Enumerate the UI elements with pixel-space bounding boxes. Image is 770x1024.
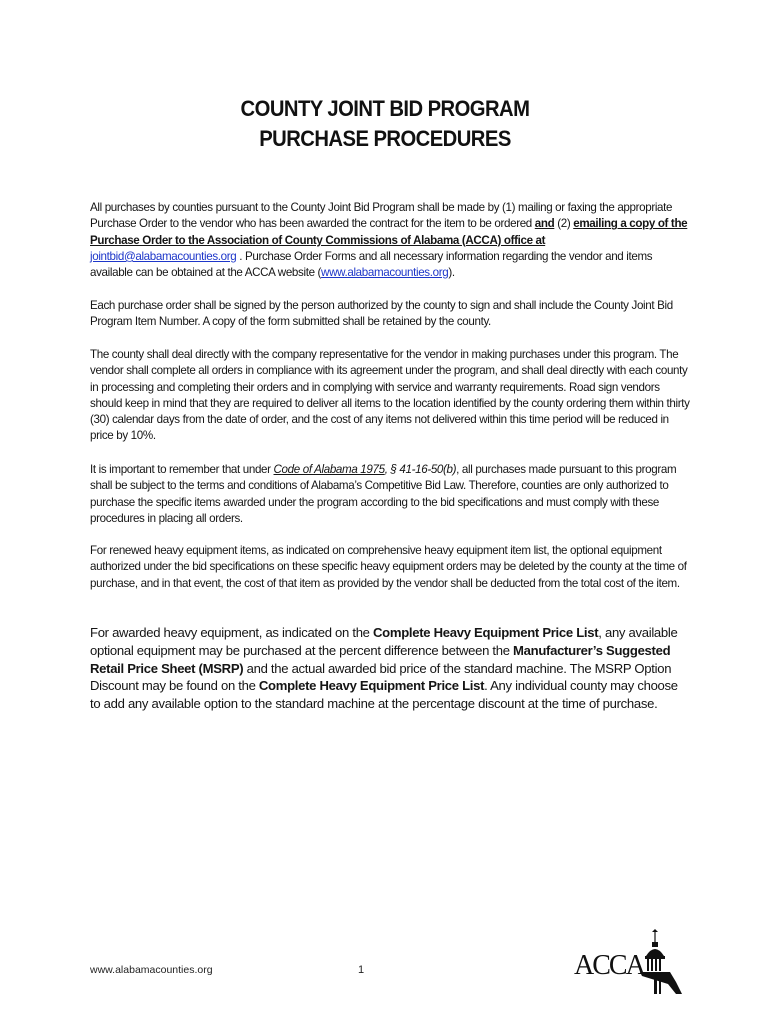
paragraph-text: and the actual awarded bid price of the standard machine. The MSRP Option Discount may be found on the (90, 660, 672, 694)
paragraph-vendor-dealings (90, 347, 690, 445)
acca-website-link[interactable]: www.alabamacounties.org (321, 266, 449, 280)
paragraph-purchase-method (90, 200, 690, 281)
and-emphasis: and (534, 217, 555, 231)
paragraph-text: The county shall deal directly with the company representative for the vendor in making purchases under this program. The vendor shall complete all orders in compliance with its agreement under the program, and shall deal directly with each county in processing and completing their orders and in complying with service and warranty requirements. Road sign vendors should keep in mind that they are required to deliver all items to the location identified by the county ordering them within thirty (30) calendar days from the date of order, and the cost of any items not delivered within this time period will be reduced in price by 10%. (90, 348, 690, 443)
logo-text: ACCA (574, 950, 644, 981)
paragraph-text: All purchases by counties pursuant to the County Joint Bid Program shall be made by (1) mailing or faxing the appropriate Purchase Order to the vendor who has been awarded the contract for the item to be ordered (90, 201, 673, 231)
paragraph-text: . Any individual county may choose to add any available option to the standard machine at the percentage discount at the time of purchase. (90, 678, 678, 712)
title-line-1: COUNTY JOINT BID PROGRAM (240, 96, 530, 121)
paragraph-text: For renewed heavy equipment items, as indicated on comprehensive heavy equipment item list, the optional equipment authorized under the bid specifications on these specific heavy equipment orders may be deleted by the county at the time of purchase, and in that event, the cost of that item as provided by the vendor shall be deducted from the total cost of the item. (90, 544, 687, 590)
section-citation: , § 41-16-50(b) (384, 463, 457, 476)
email-copy-emphasis: emailing a copy of the Purchase Order to the Association of County Commissions of Alabama (ACCA) office at (90, 217, 688, 247)
paragraph-text: (2) (554, 217, 574, 231)
paragraph-text: . Purchase Order Forms and all necessary information regarding the vendor and items available can be obtained at the ACCA website ( (90, 249, 653, 280)
msrp-emphasis: Manufacturer’s Suggested Retail Price Sheet (MSRP) (90, 642, 671, 676)
paragraph-bid-law (90, 462, 690, 527)
price-list-emphasis: Complete Heavy Equipment Price List (373, 625, 599, 640)
paragraph-text: , any available optional equipment may be purchased at the percent difference between the (90, 625, 678, 658)
paragraph-text: Each purchase order shall be signed by the person authorized by the county to sign and shall include the County Joint Bid Program Item Number. A copy of the form submitted shall be retained by the county. (90, 299, 673, 329)
paragraph-signature (90, 298, 690, 331)
paragraph-text: ). (448, 266, 455, 280)
paragraph-text: It is important to remember that under (90, 463, 274, 476)
footer-url: www.alabamacounties.org (90, 964, 213, 976)
page-title (31, 94, 739, 154)
paragraph-awarded-equipment (90, 624, 682, 713)
paragraph-text: For awarded heavy equipment, as indicated on the (90, 625, 374, 640)
paragraph-renewed-equipment (90, 543, 690, 592)
title-line-2: PURCHASE PROCEDURES (259, 126, 511, 151)
capitol-dome-icon (640, 929, 682, 994)
price-list-emphasis: Complete Heavy Equipment Price List (258, 678, 485, 694)
code-citation: Code of Alabama 1975 (273, 463, 385, 476)
acca-logo (572, 926, 684, 996)
page-number: 1 (358, 964, 365, 976)
paragraph-text: , all purchases made pursuant to this program shall be subject to the terms and conditions of Alabama’s Competitive Bid Law. Therefore, counties are only authorized to purchase the specific items awarded under the program according to the bid specifications and must comply with these procedures in placing all orders. (90, 463, 677, 525)
jointbid-email-link[interactable]: jointbid@alabamacounties.org (90, 249, 237, 263)
